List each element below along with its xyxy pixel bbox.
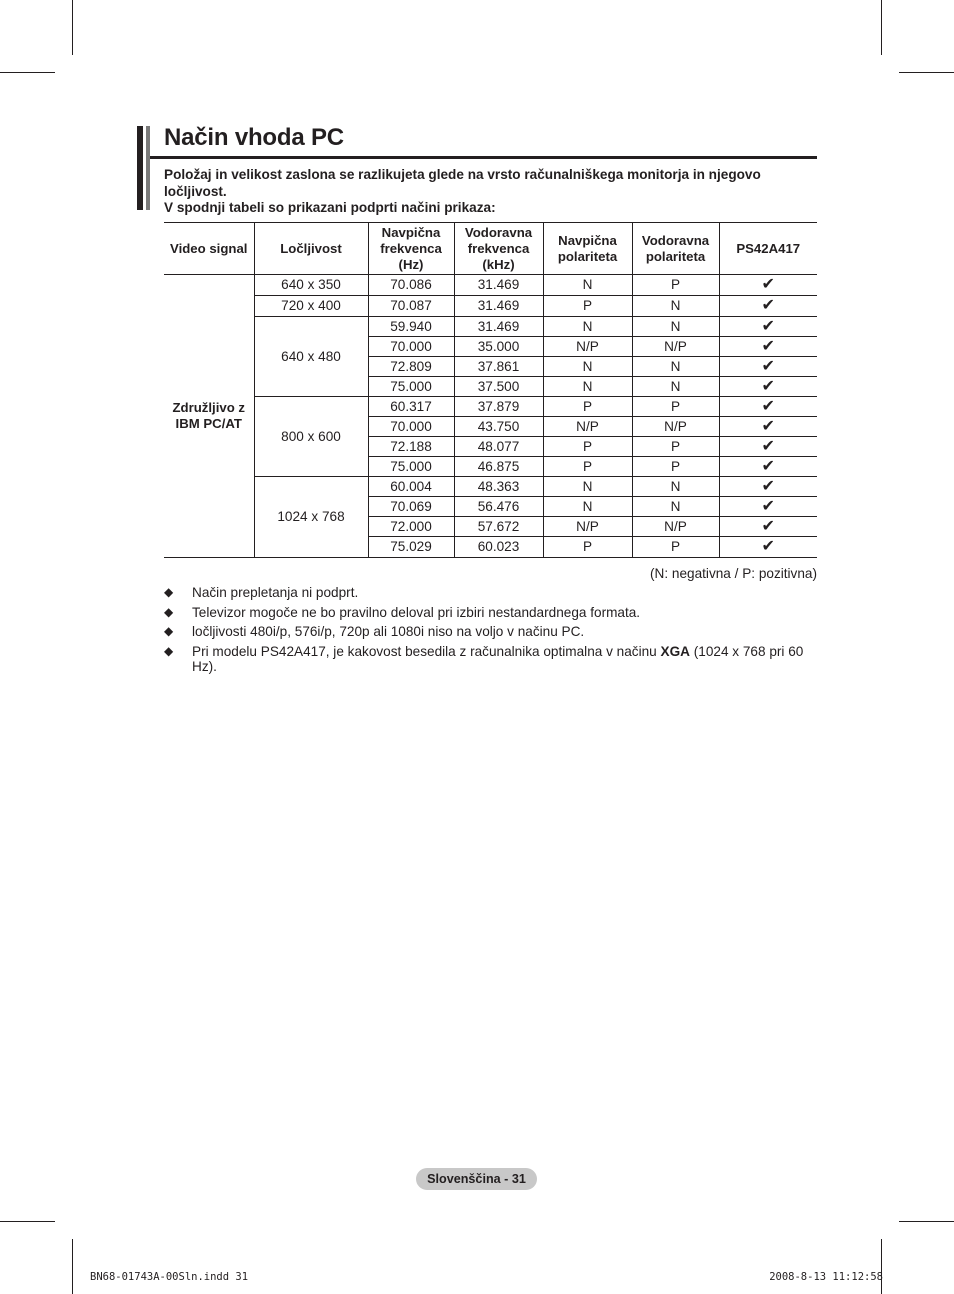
crop-mark [881, 1239, 882, 1294]
vertical-frequency-cell: 70.086 [368, 275, 454, 296]
crop-mark [899, 1221, 954, 1222]
horizontal-frequency-cell: 57.672 [454, 517, 543, 537]
diamond-bullet-icon: ◆ [164, 624, 174, 638]
supported-check-icon: ✔ [719, 296, 817, 317]
diamond-bullet-icon: ◆ [164, 585, 174, 599]
supported-check-icon: ✔ [719, 317, 817, 337]
horizontal-polarity-cell: N/P [632, 337, 719, 357]
page-title: Način vhoda PC [164, 124, 344, 151]
note-text: ločljivosti 480i/p, 576i/p, 720p ali 1080i niso na voljo v načinu PC. [192, 624, 585, 639]
horizontal-polarity-cell: P [632, 437, 719, 457]
horizontal-polarity-cell: N [632, 377, 719, 397]
note-text: Televizor mogoče ne bo pravilno deloval pri izbiri nestandardnega formata. [192, 604, 641, 620]
table-row [164, 275, 817, 296]
table-row [164, 397, 817, 417]
horizontal-frequency-cell: 48.363 [454, 477, 543, 497]
vertical-frequency-cell: 70.087 [368, 296, 454, 317]
vertical-frequency-cell: 60.317 [368, 397, 454, 417]
vertical-frequency-cell: 70.069 [368, 497, 454, 517]
page-number-badge: Slovenščina - 31 [416, 1168, 537, 1190]
header-resolution: Ločljivost [254, 223, 368, 275]
vertical-polarity-cell: P [543, 537, 632, 558]
crop-mark [72, 1239, 73, 1294]
supported-check-icon: ✔ [719, 275, 817, 296]
supported-check-icon: ✔ [719, 377, 817, 397]
vertical-frequency-cell: 70.000 [368, 417, 454, 437]
vertical-frequency-cell: 70.000 [368, 337, 454, 357]
table-row [164, 296, 817, 317]
supported-check-icon: ✔ [719, 457, 817, 477]
vertical-polarity-cell: N/P [543, 417, 632, 437]
vertical-frequency-cell: 75.029 [368, 537, 454, 558]
header-vertical-polarity: Navpična polariteta [543, 223, 632, 275]
horizontal-frequency-cell: 48.077 [454, 437, 543, 457]
horizontal-frequency-cell: 31.469 [454, 296, 543, 317]
horizontal-polarity-cell: P [632, 457, 719, 477]
vertical-frequency-cell: 72.000 [368, 517, 454, 537]
table-row [164, 477, 817, 497]
vertical-frequency-cell: 59.940 [368, 317, 454, 337]
table-row [164, 317, 817, 337]
note-text [192, 644, 803, 675]
crop-mark [0, 72, 55, 73]
note-emphasis: XGA [660, 643, 690, 659]
note-text-part: (1024 x 768 pri 60 Hz). [192, 643, 804, 674]
horizontal-frequency-cell: 46.875 [454, 457, 543, 477]
horizontal-polarity-cell: N [632, 497, 719, 517]
print-slug-timestamp: 2008-8-13 11:12:58 [769, 1271, 883, 1283]
supported-check-icon: ✔ [719, 497, 817, 517]
list-item [164, 644, 814, 675]
horizontal-frequency-cell: 43.750 [454, 417, 543, 437]
supported-check-icon: ✔ [719, 537, 817, 558]
note-text: Način prepletanja ni podprt. [192, 585, 359, 600]
horizontal-polarity-cell: N [632, 357, 719, 377]
vertical-frequency-cell: 60.004 [368, 477, 454, 497]
note-text-part: Pri modelu PS42A417, je kakovost besedila z računalnika optimalna v načinu [192, 643, 661, 659]
list-item [164, 624, 814, 640]
signal-group-label: Združljivo z IBM PC/AT [164, 275, 254, 558]
header-video-signal: Video signal [164, 223, 254, 275]
supported-check-icon: ✔ [719, 437, 817, 457]
vertical-polarity-cell: N [543, 497, 632, 517]
horizontal-frequency-cell: 31.469 [454, 317, 543, 337]
horizontal-polarity-cell: N/P [632, 517, 719, 537]
vertical-frequency-cell: 75.000 [368, 377, 454, 397]
vertical-polarity-cell: N [543, 377, 632, 397]
header-horizontal-frequency: Vodoravna frekvenca (kHz) [454, 223, 543, 275]
crop-mark [881, 0, 882, 55]
vertical-frequency-cell: 72.188 [368, 437, 454, 457]
crop-mark [899, 72, 954, 73]
horizontal-polarity-cell: P [632, 537, 719, 558]
horizontal-frequency-cell: 37.500 [454, 377, 543, 397]
intro-line: Položaj in velikost zaslona se razlikujeta glede na vrsto računalniškega monitorja in njegovo ločljivost. [164, 167, 761, 199]
vertical-polarity-cell: P [543, 437, 632, 457]
vertical-polarity-cell: N [543, 275, 632, 296]
crop-mark [72, 0, 73, 55]
resolution-cell: 640 x 480 [254, 317, 368, 397]
polarity-legend: (N: negativna / P: pozitivna) [650, 566, 817, 581]
vertical-frequency-cell: 72.809 [368, 357, 454, 377]
vertical-polarity-cell: N/P [543, 517, 632, 537]
title-divider [150, 156, 817, 159]
notes-list [164, 585, 814, 679]
diamond-bullet-icon: ◆ [164, 643, 174, 658]
list-item [164, 605, 814, 621]
intro-line: V spodnji tabeli so prikazani podprti načini prikaza: [164, 200, 496, 215]
vertical-polarity-cell: N [543, 477, 632, 497]
supported-check-icon: ✔ [719, 417, 817, 437]
horizontal-frequency-cell: 37.879 [454, 397, 543, 417]
vertical-frequency-cell: 75.000 [368, 457, 454, 477]
horizontal-polarity-cell: P [632, 275, 719, 296]
supported-check-icon: ✔ [719, 517, 817, 537]
supported-check-icon: ✔ [719, 357, 817, 377]
resolution-cell: 640 x 350 [254, 275, 368, 296]
resolution-cell: 720 x 400 [254, 296, 368, 317]
crop-mark [0, 1221, 55, 1222]
horizontal-frequency-cell: 56.476 [454, 497, 543, 517]
header-vertical-frequency: Navpična frekvenca (Hz) [368, 223, 454, 275]
diamond-bullet-icon: ◆ [164, 604, 174, 619]
supported-check-icon: ✔ [719, 397, 817, 417]
supported-check-icon: ✔ [719, 337, 817, 357]
table-header-row [164, 223, 817, 275]
print-slug-file: BN68-01743A-00Sln.indd 31 [90, 1271, 249, 1283]
resolution-cell: 800 x 600 [254, 397, 368, 477]
horizontal-polarity-cell: N [632, 477, 719, 497]
vertical-polarity-cell: P [543, 397, 632, 417]
supported-check-icon: ✔ [719, 477, 817, 497]
horizontal-frequency-cell: 31.469 [454, 275, 543, 296]
vertical-polarity-cell: P [543, 296, 632, 317]
horizontal-frequency-cell: 37.861 [454, 357, 543, 377]
resolution-cell: 1024 x 768 [254, 477, 368, 558]
horizontal-frequency-cell: 60.023 [454, 537, 543, 558]
horizontal-polarity-cell: P [632, 397, 719, 417]
horizontal-polarity-cell: N/P [632, 417, 719, 437]
vertical-polarity-cell: N [543, 357, 632, 377]
vertical-polarity-cell: N [543, 317, 632, 337]
display-modes-table [164, 222, 817, 558]
vertical-polarity-cell: N/P [543, 337, 632, 357]
header-model: PS42A417 [719, 223, 817, 275]
horizontal-polarity-cell: N [632, 317, 719, 337]
list-item [164, 585, 814, 601]
horizontal-polarity-cell: N [632, 296, 719, 317]
vertical-polarity-cell: P [543, 457, 632, 477]
intro-text [164, 167, 814, 217]
header-horizontal-polarity: Vodoravna polariteta [632, 223, 719, 275]
horizontal-frequency-cell: 35.000 [454, 337, 543, 357]
